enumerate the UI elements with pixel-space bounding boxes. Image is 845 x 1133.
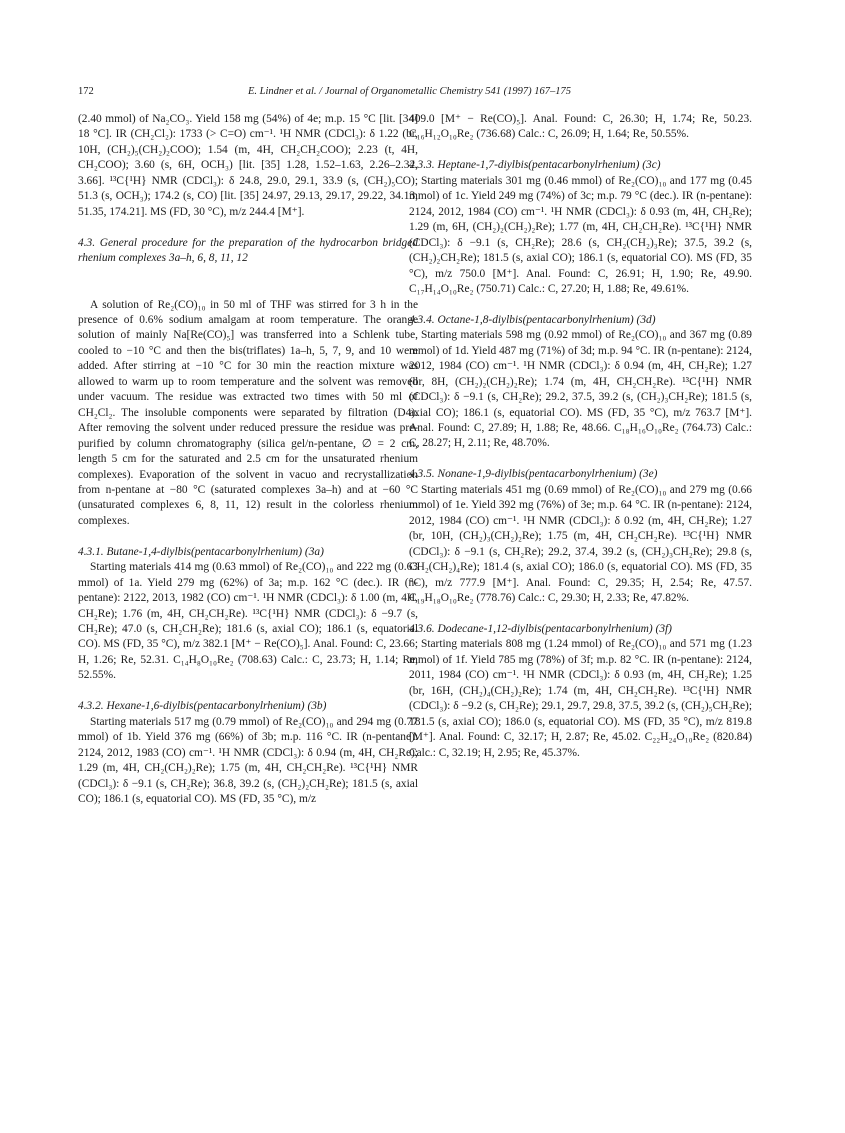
paragraph-3d: Starting materials 598 mg (0.92 mmol) of Re₂(CO)₁₀ and 367 mg (0.89 mmol) of 1d. Yield 487 mg (71%) of 3d; m.p. 94 °C. IR (n-pentane): 2124, 2012, 1984 (CO) cm⁻¹. ¹H NMR (CDCl₃): δ 0.94 (m, 4H, CH₂Re); 1.27 (br, 8H, (CH₂)₂(CH₂)₂Re); 1.74 (m, 4H, CH₂CH₂Re). ¹³C{¹H} NMR (CDCl₃): δ −9.1 (s, CH₂Re); 29.2, 37.5, 39.2 (s, (CH₂)₃CH₂Re); 181.5 (s, axial CO); 186.1 (s, equatorial CO). MS (FD, 35 °C), m/z 763.7 [M⁺]. Anal. Found: C, 27.89; H, 1.88; Re, 48.66. C₁₈H₁₆O₁₀Re₂ (764.73) Calc.: C, 28.27; H, 2.11; Re, 48.70%. — [409, 329, 752, 450]
section-heading-4-3: 4.3. General procedure for the preparation of the hydrocarbon bridged rhenium complexes 3a–h, 6, 8, 11, 12 — [78, 236, 418, 265]
paragraph-3b-continued: 409.0 [M⁺ − Re(CO)₅]. Anal. Found: C, 26.30; H, 1.74; Re, 50.23. C₁₆H₁₂O₁₀Re₂ (736.68) Calc.: C, 26.09; H, 1.64; Re, 50.55%. — [409, 113, 752, 141]
section-heading-4-3-2: 4.3.2. Hexane-1,6-diylbis(pentacarbonylrhenium) (3b) — [78, 700, 327, 713]
paragraph-3f: Starting materials 808 mg (1.24 mmol) of Re₂(CO)₁₀ and 571 mg (1.23 mmol) of 1f. Yield 785 mg (78%) of 3f; m.p. 82 °C. IR (n-pentane): 2124, 2011, 1984 (CO) cm⁻¹. ¹H NMR (CDCl₃): δ 0.93 (m, 4H, CH₂Re); 1.25 (br, 16H, (CH₂)₄(CH₂)₂Re); 1.74 (m, 4H, CH₂CH₂Re). ¹³C{¹H} NMR (CDCl₃): δ −9.2 (s, CH₂Re); 29.1, 29.7, 29.8, 37.5, 39.2 (s, (CH₂)₅CH₂Re); 181.5 (s, axial CO); 186.0 (s, equatorial CO). MS (FD, 35 °C), m/z 819.8 [M⁺]. Anal. Found: C, 32.17; H, 2.87; Re, 45.02. C₂₂H₂₄O₁₀Re₂ (820.84) Calc.: C, 32.19; H, 2.95; Re, 45.37%. — [409, 638, 752, 759]
right-column — [409, 112, 752, 761]
paragraph-3e: Starting materials 451 mg (0.69 mmol) of Re₂(CO)₁₀ and 279 mg (0.66 mmol) of 1e. Yield 392 mg (76%) of 3e; m.p. 64 °C. IR (n-pentane): 2124, 2012, 1984 (CO) cm⁻¹. ¹H NMR (CDCl₃): δ 0.92 (m, 4H, CH₂Re); 1.27 (br, 10H, (CH₂)₃(CH₂)₂Re); 1.75 (m, 4H, CH₂CH₂Re). ¹³C{¹H} NMR (CDCl₃): δ −9.1 (s, CH₂Re); 29.2, 37.4, 39.2 (s, (CH₂)₃CH₂Re); 29.8 (s, CH₂(CH₂)₄Re); 181.4 (s, axial CO); 186.0 (s, equatorial CO). MS (FD, 35 °C), m/z 777.9 [M⁺]. Anal. Found: C, 29.35; H, 2.54; Re, 47.57. C₁₉H₁₈O₁₀Re₂ (778.76) Calc.: C, 29.30; H, 2.33; Re, 47.82%. — [409, 483, 752, 604]
paragraph-3b: Starting materials 517 mg (0.79 mmol) of Re₂(CO)₁₀ and 294 mg (0.77 mmol) of 1b. Yield 376 mg (66%) of 3b; m.p. 116 °C. IR (n-pentane): 2124, 2012, 1983 (CO) cm⁻¹. ¹H NMR (CDCl₃): δ 0.94 (m, 4H, CH₂Re); 1.29 (m, 4H, CH₂(CH₂)₂Re); 1.75 (m, 4H, CH₂CH₂Re). ¹³C{¹H} NMR (CDCl₃): δ −9.1 (s, CH₂Re); 36.8, 39.2 (s, (CH₂)₂CH₂Re); 181.5 (s, axial CO); 186.1 (s, equatorial CO). MS (FD, 35 °C), m/z — [78, 715, 418, 805]
left-column — [78, 112, 418, 807]
running-head: E. Lindner et al. / Journal of Organometallic Chemistry 541 (1997) 167–175 — [248, 86, 572, 97]
section-heading-4-3-5: 4.3.5. Nonane-1,9-diylbis(pentacarbonylrhenium) (3e) — [409, 468, 658, 481]
paragraph-general-procedure: A solution of Re₂(CO)₁₀ in 50 ml of THF was stirred for 3 h in the presence of 0.6% sodium amalgam at room temperature. The orange solution of mainly Na[Re(CO)₅] was transferred into a Schlenk tube, cooled to −10 °C and then the bis(triflates) 1a–h, 5, 7, 9, and 10 were added. After stirring at −10 °C for 30 min the reaction mixture was allowed to warm up to room temperature and the solvent was removed under vacuum. The residue was extracted two times with 50 ml of CH₂Cl₂. The insoluble components were separated by filtration (D4). After removing the solvent under reduced pressure the residue was pre-purified by column chromatography (silica gel/n-pentane, ∅ = 2 cm, length 5 cm for the saturated and 2.5 cm for the unsaturated rhenium complexes). Evaporation of the solvent in vacuo and recrystallization from n-pentane at −80 °C (saturated complexes 3a–h) and at −60 °C (unsaturated complexes 6, 8, 11, 12) result in the colorless rhenium complexes. — [78, 298, 418, 527]
paragraph-3c: Starting materials 301 mg (0.46 mmol) of Re₂(CO)₁₀ and 177 mg (0.45 mmol) of 1c. Yield 249 mg (74%) of 3c; m.p. 79 °C (dec.). IR (n-pentane): 2124, 2012, 1984 (CO) cm⁻¹. ¹H NMR (CDCl₃): δ 0.93 (m, 4H, CH₂Re); 1.29 (m, 6H, (CH₂)₂(CH₂)₂Re); 1.77 (m, 4H, CH₂CH₂Re). ¹³C{¹H} NMR (CDCl₃): δ −9.1 (s, CH₂Re); 28.6 (s, CH₂(CH₂)₃Re); 37.5, 39.2 (s, (CH₂)₂CH₂Re); 181.5 (s, axial CO); 186.1 (s, equatorial CO). MS (FD, 35 °C), m/z 750.0 [M⁺]. Anal. Found: C, 26.91; H, 1.90; Re, 49.90. C₁₇H₁₄O₁₀Re₂ (750.71) Calc.: C, 27.20; H, 1.88; Re, 49.61%. — [409, 174, 752, 295]
section-heading-4-3-6: 4.3.6. Dodecane-1,12-diylbis(pentacarbonylrhenium) (3f) — [409, 622, 672, 635]
section-heading-4-3-4: 4.3.4. Octane-1,8-diylbis(pentacarbonylrhenium) (3d) — [409, 313, 656, 326]
section-heading-4-3-1: 4.3.1. Butane-1,4-diylbis(pentacarbonylrhenium) (3a) — [78, 545, 324, 558]
page-number: 172 — [78, 86, 94, 97]
paragraph-4e-continued: (2.40 mmol) of Na₂CO₃. Yield 158 mg (54%) of 4e; m.p. 15 °C [lit. [34] 18 °C]. IR (CH₂Cl₂): 1733 (> C=O) cm⁻¹. ¹H NMR (CDCl₃): δ 1.22 (br, 10H, (CH₂)₅(CH₂)₂COO); 1.54 (m, 4H, CH₂CH₂COO); 2.23 (t, 4H, CH₂COO); 3.60 (s, 6H, OCH₃) [lit. [35] 1.28, 1.52–1.63, 2.26–2.32, 3.66]. ¹³C{¹H} NMR (CDCl₃): δ 24.8, 29.0, 29.1, 33.9 (s, (CH₂)₅CO); 51.3 (s, OCH₃); 174.2 (s, CO) [lit. [35] 24.97, 29.13, 29.17, 29.22, 34.13, 51.35, 174.21]. MS (FD, 30 °C), m/z 244.4 [M⁺]. — [78, 113, 418, 218]
page-header — [78, 86, 778, 102]
paragraph-3a: Starting materials 414 mg (0.63 mmol) of Re₂(CO)₁₀ and 222 mg (0.63 mmol) of 1a. Yield 279 mg (62%) of 3a; m.p. 162 °C (dec.). IR (n-pentane): 2122, 2013, 1982 (CO) cm⁻¹. ¹H NMR (CDCl₃): δ 1.00 (m, 4H, CH₂Re); 1.76 (m, 4H, CH₂CH₂Re). ¹³C{¹H} NMR (CDCl₃): δ −9.7 (s, CH₂Re); 47.0 (s, CH₂CH₂Re); 181.6 (s, axial CO); 186.1 (s, equatorial CO). MS (FD, 35 °C), m/z 382.1 [M⁺ − Re(CO)₅]. Anal. Found: C, 23.66; H, 1.26; Re, 52.31. C₁₄H₈O₁₀Re₂ (708.63) Calc.: C, 23.73; H, 1.14; Re, 52.55%. — [78, 561, 418, 682]
section-heading-4-3-3: 4.3.3. Heptane-1,7-diylbis(pentacarbonylrhenium) (3c) — [409, 159, 661, 172]
